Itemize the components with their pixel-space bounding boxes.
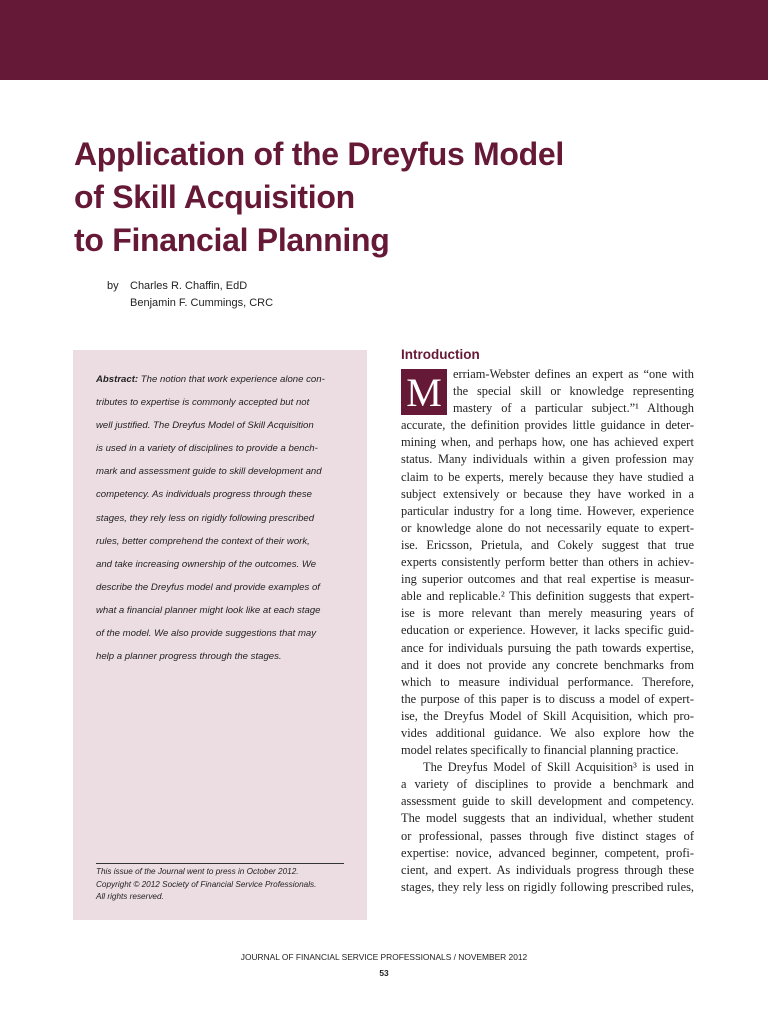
- title-line: of Skill Acquisition: [74, 179, 355, 215]
- body-line: assessment guide to skill development and competency.: [401, 794, 694, 809]
- header-band: [0, 0, 768, 80]
- body-line: cient, and expert. As individuals progress through these: [401, 862, 694, 877]
- body-line: subject extensively or because they have worked in a: [401, 486, 694, 501]
- body-line: or knowledge alone do not necessarily equate to expert-: [401, 520, 694, 535]
- abstract-line: well justified. The Dreyfus Model of Skill Acquisition: [96, 420, 314, 432]
- body-line: which to measure individual performance. Therefore,: [401, 674, 694, 689]
- body-line: the special skill or knowledge representing: [453, 384, 694, 399]
- body-line: ise. Ericsson, Prietula, and Cokely suggest that true: [401, 537, 694, 552]
- abstract-line: competency. As individuals progress through these: [96, 489, 312, 501]
- body-line: or professional, passes through five distinct stages of: [401, 828, 694, 843]
- body-line: expertise: novice, advanced beginner, competent, profi-: [401, 845, 694, 860]
- body-line: ise is more relevant than merely measuring years of: [401, 606, 694, 621]
- abstract-line: [96, 368, 348, 391]
- body-line: able and replicable.² This definition suggests that expert-: [401, 589, 694, 604]
- body-line: ise, the Dreyfus Model of Skill Acquisition, which pro-: [401, 708, 694, 723]
- author-list: [130, 278, 273, 312]
- abstract-line: is used in a variety of disciplines to provide a bench-: [96, 443, 318, 455]
- section-heading: Introduction: [401, 347, 480, 362]
- drop-cap: M: [401, 369, 447, 415]
- body-line: erriam-Webster defines an expert as “one with: [453, 367, 694, 381]
- page-number: 53: [379, 968, 389, 978]
- article-title: [74, 133, 714, 262]
- abstract-line: mark and assessment guide to skill development and: [96, 466, 322, 478]
- author-name: Charles R. Chaffin, EdD: [130, 280, 248, 292]
- press-note-line: This issue of the Journal went to press in October 2012.: [96, 867, 299, 876]
- press-note-line: Copyright © 2012 Society of Financial Service Professionals.: [96, 879, 317, 889]
- body-line: the purpose of this paper is to discuss a model of expert-: [401, 691, 694, 706]
- body-line: The model suggests that an individual, whether student: [401, 811, 694, 826]
- abstract-label: Abstract:: [96, 374, 139, 385]
- body-line: The Dreyfus Model of Skill Acquisition³ is used in: [423, 760, 694, 775]
- body-line: mining when, and perhaps how, one has achieved expert: [401, 435, 694, 450]
- body-line: mastery of a particular subject.”¹ Although: [453, 401, 694, 416]
- abstract-line: tributes to expertise is commonly accepted but not: [96, 397, 310, 409]
- body-line: ing superior outcomes and that real expertise is measur-: [401, 572, 694, 587]
- abstract-line: stages, they rely less on rigidly following prescribed: [96, 512, 315, 524]
- abstract-box: [73, 350, 367, 920]
- body-line: a variety of disciplines to provide a benchmark and: [401, 777, 694, 792]
- press-note-divider: [96, 863, 344, 864]
- body-line: vides additional guidance. We also explore how the: [401, 725, 694, 740]
- body-line: experts consistently perform better than others in achiev-: [401, 555, 694, 570]
- body-line: model relates specifically to financial planning practice.: [401, 743, 679, 758]
- title-line: to Financial Planning: [74, 222, 390, 258]
- body-line: and it does not provide any concrete benchmarks from: [401, 657, 694, 672]
- abstract-text: [96, 368, 348, 668]
- abstract-line: rules, better comprehend the context of their work,: [96, 535, 310, 547]
- body-line: education or experience. However, it lacks specific guid-: [401, 623, 694, 638]
- body-line: claim to be experts, merely because they have studied a: [401, 469, 694, 484]
- author-name: Benjamin F. Cummings, CRC: [130, 297, 274, 309]
- journal-footer: JOURNAL OF FINANCIAL SERVICE PROFESSIONALS / NOVEMBER 2012: [240, 952, 528, 962]
- body-line: status. Many individuals within a given profession may: [401, 452, 694, 467]
- abstract-line-text: The notion that work experience alone con-: [138, 374, 325, 385]
- abstract-line: and take increasing ownership of the outcomes. We: [96, 558, 317, 570]
- press-note-line: All rights reserved.: [96, 892, 164, 902]
- body-line: stages, they rely less on rigidly following prescribed rules,: [401, 879, 694, 894]
- introduction-body: [401, 366, 694, 896]
- body-line: accurate, the definition provides little guidance in deter-: [401, 418, 694, 433]
- by-label: by: [107, 280, 119, 292]
- press-note: [96, 866, 356, 904]
- abstract-line: describe the Dreyfus model and provide examples of: [96, 581, 320, 593]
- body-line: particular industry for a long time. However, experience: [401, 503, 694, 518]
- abstract-line: of the model. We also provide suggestions that may: [96, 628, 317, 640]
- title-line: Application of the Dreyfus Model: [74, 136, 564, 172]
- abstract-line: what a financial planner might look like at each stage: [96, 604, 321, 616]
- body-line: ance for individuals pursuing the path towards expertise,: [401, 640, 694, 655]
- abstract-line: help a planner progress through the stages.: [96, 651, 282, 663]
